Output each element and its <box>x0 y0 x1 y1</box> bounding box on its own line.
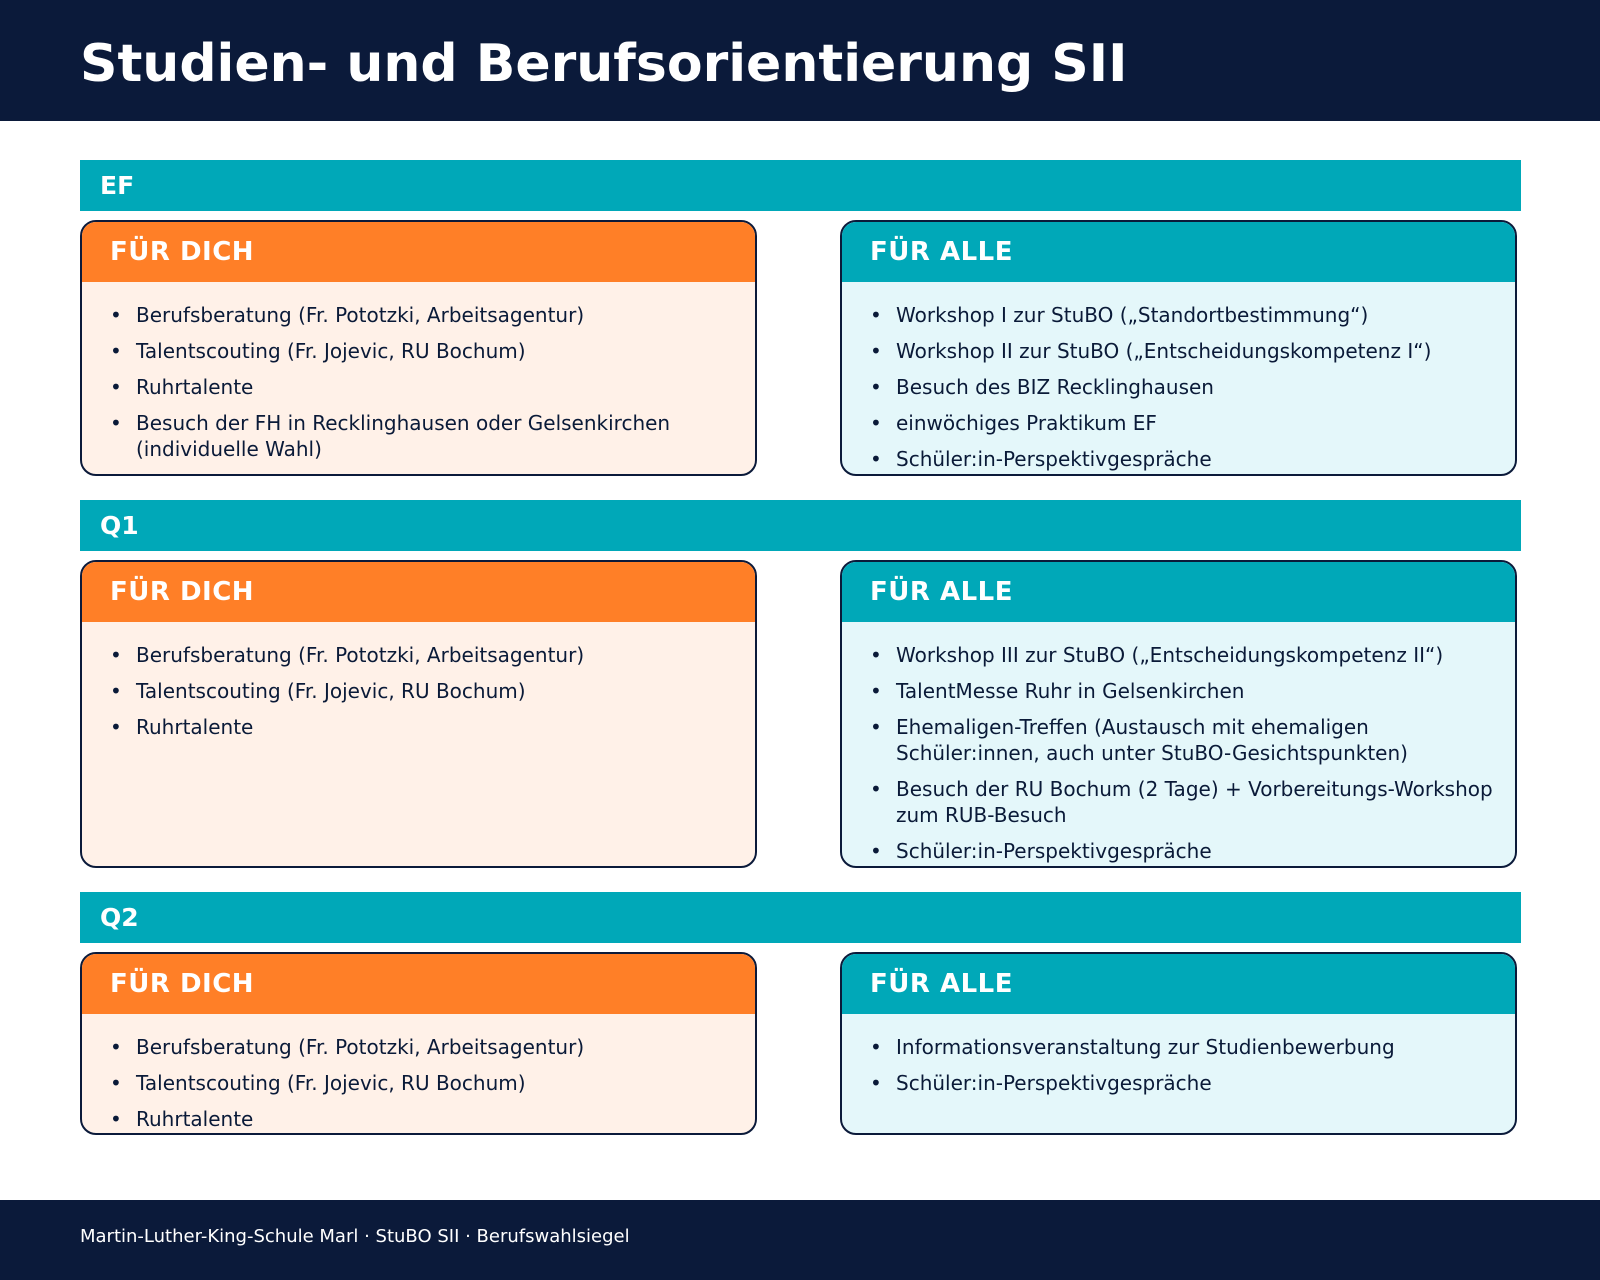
box-header <box>82 954 755 1014</box>
list-item: • Workshop III zur StuBO („Entscheidungskompetenz II“) <box>870 642 1495 668</box>
box-header <box>82 222 755 282</box>
section-label: Q2 <box>100 903 139 932</box>
item-list <box>82 622 755 740</box>
list-item: • Ehemaligen-Treffen (Austausch mit ehemaligen Schüler:innen, auch unter StuBO-Gesichtspunkten) <box>870 714 1495 766</box>
list-item: • Workshop I zur StuBO („Standortbestimmung“) <box>870 302 1495 328</box>
item-list <box>842 1014 1515 1096</box>
list-item: • Talentscouting (Fr. Jojevic, RU Bochum) <box>110 338 735 364</box>
item-list <box>842 622 1515 864</box>
item-list <box>82 282 755 462</box>
box-header <box>842 222 1515 282</box>
list-item: • Schüler:in-Perspektivgespräche <box>870 446 1495 472</box>
list-item: • einwöchiges Praktikum EF <box>870 410 1495 436</box>
list-item: • Berufsberatung (Fr. Pototzki, Arbeitsagentur) <box>110 642 735 668</box>
list-item: • Besuch der FH in Recklinghausen oder Gelsenkirchen (individuelle Wahl) <box>110 410 735 462</box>
box-fuer-dich-ef <box>80 220 757 476</box>
list-item: • Berufsberatung (Fr. Pototzki, Arbeitsagentur) <box>110 1034 735 1060</box>
page-footer <box>0 1200 1600 1280</box>
item-list <box>82 1014 755 1132</box>
box-header <box>82 562 755 622</box>
section-bar-q2 <box>80 892 1521 943</box>
list-item: • Besuch des BIZ Recklinghausen <box>870 374 1495 400</box>
box-heading: FÜR DICH <box>110 969 255 999</box>
list-item: • Schüler:in-Perspektivgespräche <box>870 838 1495 864</box>
list-item: • Talentscouting (Fr. Jojevic, RU Bochum) <box>110 1070 735 1096</box>
box-heading: FÜR DICH <box>110 577 255 607</box>
list-item: • Informationsveranstaltung zur Studienbewerbung <box>870 1034 1495 1060</box>
box-fuer-alle-q2 <box>840 952 1517 1135</box>
box-header <box>842 562 1515 622</box>
box-heading: FÜR ALLE <box>870 237 1013 267</box>
box-heading: FÜR ALLE <box>870 577 1013 607</box>
section-label: Q1 <box>100 511 139 540</box>
list-item: • Ruhrtalente <box>110 374 735 400</box>
box-heading: FÜR ALLE <box>870 969 1013 999</box>
section-bar-q1 <box>80 500 1521 551</box>
box-header <box>842 954 1515 1014</box>
footer-text: Martin-Luther-King-Schule Marl · StuBO SII · Berufswahlsiegel <box>80 1226 630 1247</box>
page-title: Studien- und Berufsorientierung SII <box>80 34 1128 94</box>
page-header <box>0 0 1600 121</box>
section-label: EF <box>100 171 135 200</box>
item-list <box>842 282 1515 472</box>
section-bar-ef <box>80 160 1521 211</box>
box-fuer-dich-q1 <box>80 560 757 868</box>
list-item: • Besuch der RU Bochum (2 Tage) + Vorbereitungs-Workshop zum RUB-Besuch <box>870 776 1495 828</box>
box-heading: FÜR DICH <box>110 237 255 267</box>
box-fuer-alle-ef <box>840 220 1517 476</box>
list-item: • Workshop II zur StuBO („Entscheidungskompetenz I“) <box>870 338 1495 364</box>
list-item: • Talentscouting (Fr. Jojevic, RU Bochum) <box>110 678 735 704</box>
list-item: • Ruhrtalente <box>110 714 735 740</box>
box-fuer-alle-q1 <box>840 560 1517 868</box>
list-item: • Ruhrtalente <box>110 1106 735 1132</box>
list-item: • TalentMesse Ruhr in Gelsenkirchen <box>870 678 1495 704</box>
list-item: • Berufsberatung (Fr. Pototzki, Arbeitsagentur) <box>110 302 735 328</box>
list-item: • Schüler:in-Perspektivgespräche <box>870 1070 1495 1096</box>
box-fuer-dich-q2 <box>80 952 757 1135</box>
